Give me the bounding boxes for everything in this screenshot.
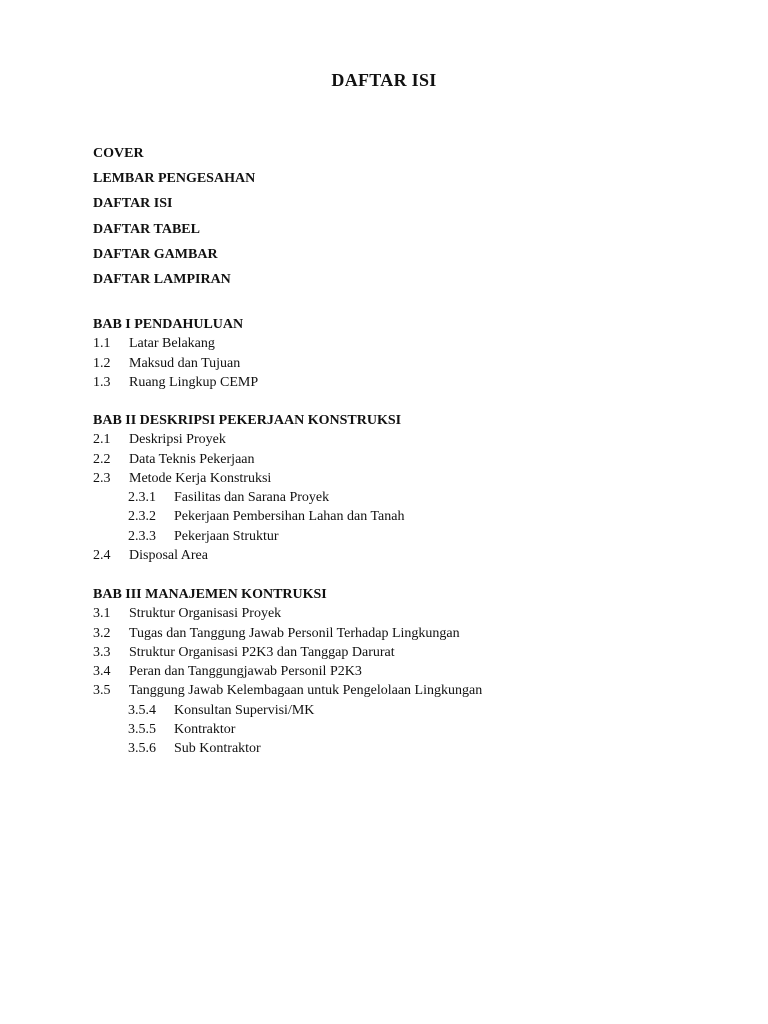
toc-item-number: 3.3 [93, 644, 111, 660]
toc-entry-daftar-lampiran: DAFTAR LAMPIRAN [93, 271, 231, 287]
toc-entry-lembar-pengesahan: LEMBAR PENGESAHAN [93, 171, 256, 187]
toc-item-number: 2.2 [93, 451, 111, 467]
toc-item-label: Pekerjaan Struktur [174, 528, 279, 544]
toc-item-label: Tanggung Jawab Kelembagaan untuk Pengelolaan Lingkungan [129, 683, 483, 699]
section-heading: BAB I PENDAHULUAN [93, 317, 244, 332]
toc-item-number: 2.4 [93, 548, 111, 564]
section-heading: BAB III MANAJEMEN KONTRUKSI [93, 587, 327, 602]
toc-item-label: Struktur Organisasi Proyek [129, 606, 282, 622]
toc-item [93, 431, 713, 450]
toc-section-bab-1 [93, 316, 713, 393]
toc-item [93, 547, 713, 566]
toc-section-bab-3 [93, 586, 713, 760]
toc-item-number: 1.3 [93, 374, 111, 390]
toc-item-number: 3.4 [93, 664, 111, 680]
toc-item-number: 1.2 [93, 355, 111, 371]
toc-item-label: Struktur Organisasi P2K3 dan Tanggap Darurat [129, 644, 395, 660]
toc-item [93, 470, 713, 489]
toc-item-number: 2.1 [93, 432, 111, 448]
toc-item-number: 3.5 [93, 683, 111, 699]
toc-item-number: 1.1 [93, 336, 111, 352]
toc-item-number: 3.5.4 [128, 702, 156, 718]
toc-subitem [93, 740, 713, 759]
toc-item-number: 3.5.6 [128, 741, 156, 757]
toc-item [93, 605, 713, 624]
toc-item-label: Data Teknis Pekerjaan [129, 451, 255, 467]
toc-entry-daftar-isi: DAFTAR ISI [93, 196, 173, 212]
page-title: DAFTAR ISI [331, 70, 437, 90]
toc-subitem [93, 528, 713, 547]
toc-item-number: 3.2 [93, 625, 111, 641]
toc-item [93, 355, 713, 374]
toc-item-number: 2.3 [93, 470, 111, 486]
toc-item-label: Tugas dan Tanggung Jawab Personil Terhadap Lingkungan [129, 625, 460, 641]
toc-item-label: Peran dan Tanggungjawab Personil P2K3 [129, 664, 362, 680]
toc-item [93, 625, 713, 644]
toc-item-label: Konsultan Supervisi/MK [174, 702, 315, 718]
toc-subitem [93, 508, 713, 527]
toc-entry-daftar-tabel: DAFTAR TABEL [93, 221, 200, 237]
toc-item-label: Fasilitas dan Sarana Proyek [174, 490, 330, 506]
toc-item-label: Metode Kerja Konstruksi [129, 470, 272, 486]
toc-item [93, 374, 713, 393]
toc-item-number: 2.3.1 [128, 490, 156, 506]
toc-subitem [93, 489, 713, 508]
toc-item-label: Kontraktor [174, 722, 236, 738]
toc-item [93, 644, 713, 663]
toc-entry-cover: COVER [93, 146, 144, 161]
toc-subitem [93, 702, 713, 721]
toc-section-bab-2 [93, 412, 713, 566]
toc-item [93, 451, 713, 470]
toc-item [93, 663, 713, 682]
toc-item-label: Maksud dan Tujuan [129, 355, 241, 371]
toc-item-number: 3.5.5 [128, 722, 156, 738]
toc-item [93, 335, 713, 354]
toc-item-label: Deskripsi Proyek [129, 432, 226, 448]
toc-item-label: Disposal Area [129, 548, 208, 564]
front-matter-list [93, 145, 255, 296]
toc-item [93, 682, 713, 701]
toc-item-number: 2.3.3 [128, 528, 156, 544]
section-heading: BAB II DESKRIPSI PEKERJAAN KONSTRUKSI [93, 413, 402, 428]
toc-item-number: 2.3.2 [128, 509, 156, 525]
toc-item-label: Latar Belakang [129, 336, 215, 352]
toc-subitem [93, 721, 713, 740]
toc-item-label: Ruang Lingkup CEMP [129, 374, 259, 390]
toc-item-label: Sub Kontraktor [174, 741, 261, 757]
toc-item-label: Pekerjaan Pembersihan Lahan dan Tanah [174, 509, 405, 525]
toc-item-number: 3.1 [93, 606, 111, 622]
toc-entry-daftar-gambar: DAFTAR GAMBAR [93, 246, 218, 262]
